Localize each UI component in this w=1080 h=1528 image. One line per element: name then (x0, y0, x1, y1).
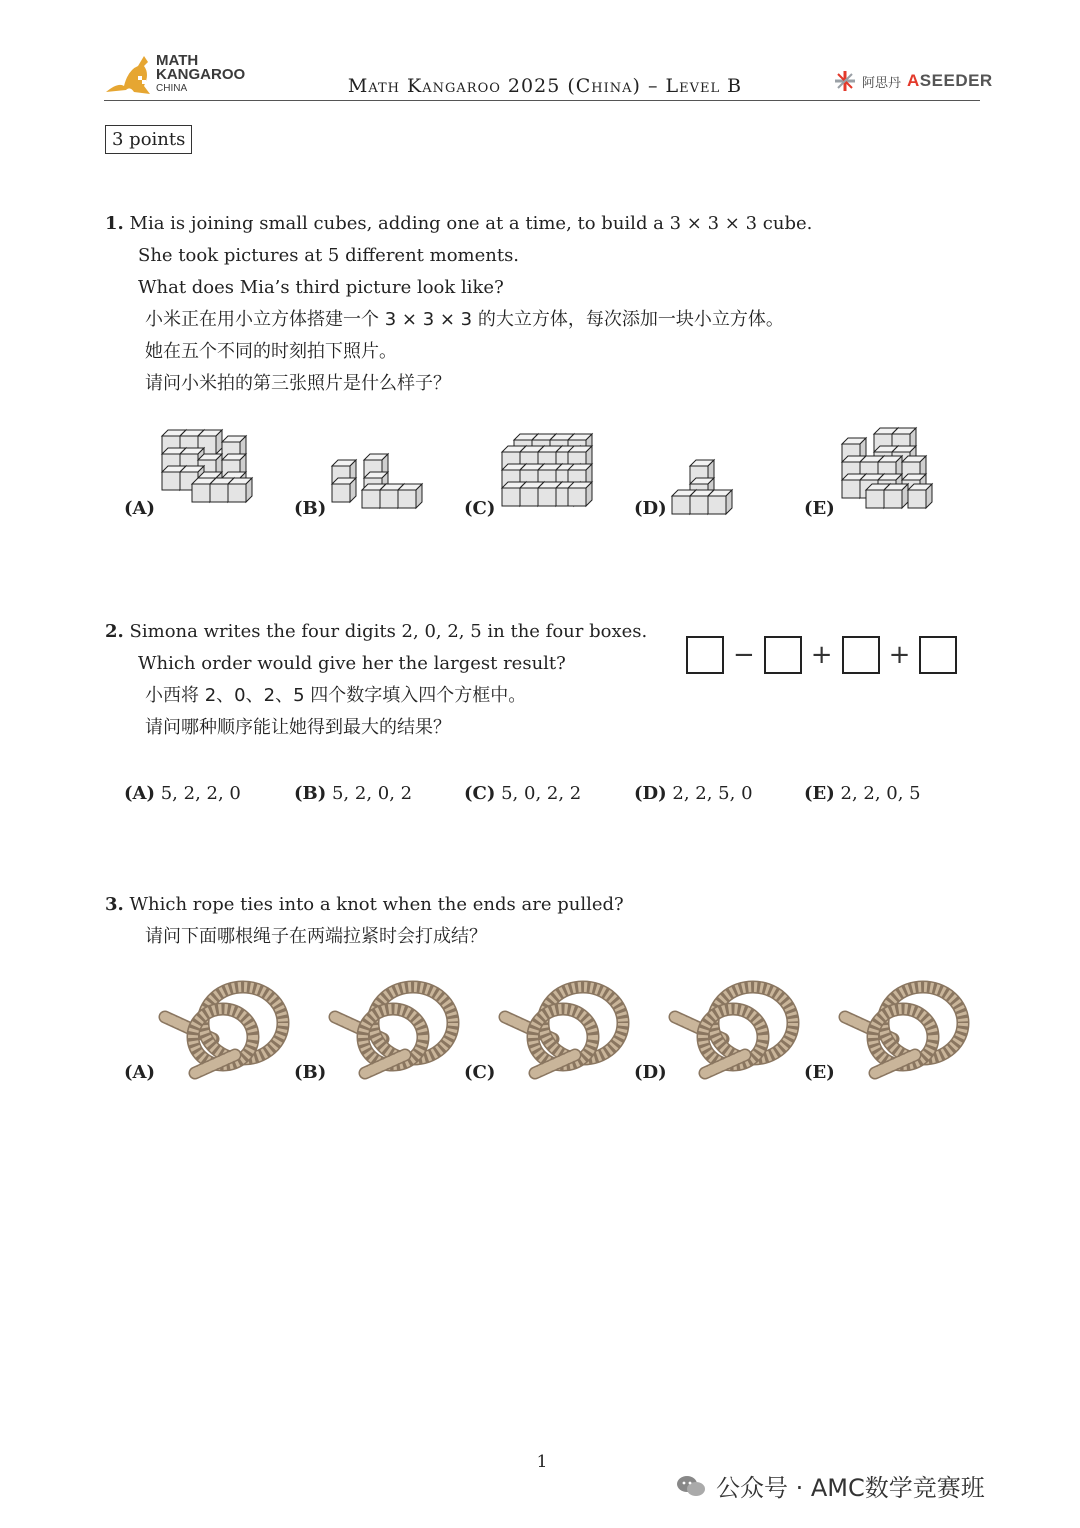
logo-line1: MATH (156, 52, 199, 69)
operator: + (888, 640, 911, 670)
question-number: 2. (105, 621, 124, 642)
option-b[interactable]: (B) 5, 2, 0, 2 (294, 783, 413, 804)
logo-line3: CHINA (156, 83, 188, 94)
aseeder-en-rest: SEEDER (919, 71, 993, 90)
question-number: 3. (105, 894, 124, 915)
option-d-figure (672, 460, 732, 514)
option-e-label[interactable]: (E) (804, 498, 835, 519)
option-e-label[interactable]: (E) (804, 1062, 835, 1083)
aseeder-logo (834, 70, 993, 92)
header-divider (104, 100, 980, 101)
option-b-label[interactable]: (B) (294, 1062, 327, 1083)
rope-option-c (505, 987, 623, 1073)
digit-box (919, 636, 957, 674)
watermark-text: 公众号 · AMC数学竞赛班 (716, 1474, 985, 1502)
aseeder-en (907, 71, 993, 91)
question-text: What does Mia’s third picture look like? (138, 277, 504, 298)
option-c-label[interactable]: (C) (464, 498, 496, 519)
aseeder-icon (834, 70, 856, 92)
option-c-label[interactable]: (C) (464, 1062, 496, 1083)
option-b-label[interactable]: (B) (294, 498, 327, 519)
rope-option-e (845, 987, 963, 1073)
question-text-cn: 小西将 2、0、2、5 四个数字填入四个方框中。 (145, 685, 527, 706)
digit-box (842, 636, 880, 674)
option-c-figure (502, 434, 592, 506)
digit-box (686, 636, 724, 674)
option-a-figure (162, 430, 252, 502)
question-text: Which rope ties into a knot when the ends are pulled? (129, 894, 624, 915)
option-e[interactable]: (E) 2, 2, 0, 5 (804, 783, 921, 804)
question-text-cn: 请问哪种顺序能让她得到最大的结果？ (145, 717, 451, 738)
rope-option-d (675, 987, 793, 1073)
option-d[interactable]: (D) 2, 2, 5, 0 (634, 783, 753, 804)
operator: + (810, 640, 833, 670)
q1-figures (0, 420, 1080, 530)
box-expression (686, 636, 957, 674)
rope-option-b (335, 987, 453, 1073)
question-text-cn: 小米正在用小立方体搭建一个 3 × 3 × 3 的大立方体，每次添加一块小立方体。 (145, 309, 784, 330)
page-title: Math Kangaroo 2025 (China) – Level B (347, 75, 743, 97)
rope-option-a (165, 987, 283, 1073)
question-text: Mia is joining small cubes, adding one at a time, to build a 3 × 3 × 3 cube. (129, 213, 813, 234)
question-2 (105, 616, 647, 744)
page-number: 1 (536, 1452, 548, 1472)
option-d-label[interactable]: (D) (634, 498, 667, 519)
option-b-figure (332, 454, 422, 508)
question-text-cn: 请问下面哪根绳子在两端拉紧时会打成结？ (145, 926, 487, 947)
q3-rope-figures (0, 975, 1080, 1085)
question-text: Which order would give her the largest result? (138, 653, 566, 674)
option-e-figure (842, 428, 932, 508)
question-text-cn: 请问小米拍的第三张照片是什么样子？ (145, 373, 451, 394)
option-d-label[interactable]: (D) (634, 1062, 667, 1083)
option-c[interactable]: (C) 5, 0, 2, 2 (464, 783, 582, 804)
aseeder-cn: 阿思丹 (862, 74, 902, 90)
aseeder-en-prefix: A (907, 71, 920, 90)
question-text: Simona writes the four digits 2, 0, 2, 5 in the four boxes. (129, 621, 648, 642)
option-a-label[interactable]: (A) (124, 498, 155, 519)
wechat-icon (676, 1474, 706, 1498)
logo-line2: KANGAROO (156, 66, 246, 83)
question-text: She took pictures at 5 different moments. (138, 245, 520, 266)
option-a[interactable]: (A) 5, 2, 2, 0 (124, 783, 241, 804)
question-3 (105, 889, 624, 953)
question-text-cn: 她在五个不同的时刻拍下照片。 (145, 341, 397, 362)
question-1 (105, 208, 812, 400)
points-label: 3 points (105, 125, 192, 154)
watermark (676, 1468, 985, 1503)
option-a-label[interactable]: (A) (124, 1062, 155, 1083)
operator: − (733, 640, 755, 670)
digit-box (764, 636, 802, 674)
question-number: 1. (105, 213, 124, 234)
